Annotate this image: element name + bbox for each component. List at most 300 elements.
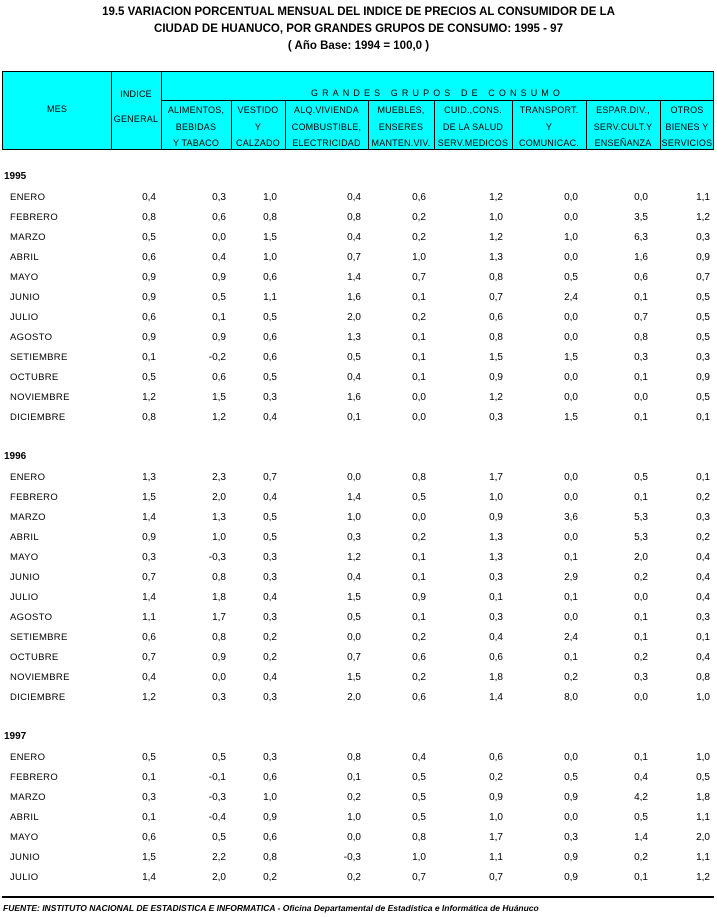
table-cell: 0,1 [634, 412, 648, 423]
table-cell: 2,2 [212, 852, 226, 863]
table-cell: 0,7 [142, 572, 156, 583]
table-cell: 0,3 [696, 512, 710, 523]
year-label: 1996 [4, 451, 27, 462]
header-group-8 [660, 102, 714, 152]
table-cell: 0,5 [412, 812, 426, 823]
table-row [0, 612, 717, 632]
table-cell: 0,1 [634, 372, 648, 383]
table-row [0, 492, 717, 512]
table-cell: 1,0 [263, 192, 277, 203]
table-cell: 0,6 [489, 752, 503, 763]
year-label: 1995 [4, 171, 27, 182]
month-label: MARZO [10, 232, 46, 243]
table-cell: 1,0 [696, 752, 710, 763]
table-cell: 0,0 [564, 472, 578, 483]
month-label: AGOSTO [10, 332, 53, 343]
month-label: AGOSTO [10, 612, 53, 623]
table-cell: 1,5 [263, 232, 277, 243]
source-note: FUENTE: INSTITUTO NACIONAL DE ESTADISTICA E INFORMATICA - Oficina Departamental de Estadística e Informática de Huánuco [3, 903, 539, 913]
table-cell: 0,4 [696, 552, 710, 563]
table-cell: 1,6 [347, 392, 361, 403]
table-cell: 0,3 [263, 612, 277, 623]
table-cell: 0,8 [142, 412, 156, 423]
table-cell: 0,1 [564, 552, 578, 563]
table-cell: 0,2 [634, 852, 648, 863]
month-label: ABRIL [10, 532, 39, 543]
table-cell: 1,0 [212, 532, 226, 543]
table-cell: 0,9 [142, 272, 156, 283]
table-cell: 0,5 [696, 772, 710, 783]
table-cell: 0,6 [212, 212, 226, 223]
table-cell: 0,1 [634, 632, 648, 643]
table-cell: 0,0 [412, 412, 426, 423]
table-cell: 0,5 [412, 792, 426, 803]
table-cell: 0,2 [696, 492, 710, 503]
header-group-line: COMBUSTIBLE, [291, 121, 362, 132]
table-cell: 0,2 [347, 792, 361, 803]
table-cell: 1,3 [489, 252, 503, 263]
table-cell: 0,4 [489, 632, 503, 643]
month-label: MARZO [10, 792, 46, 803]
table-cell: 0,5 [263, 532, 277, 543]
table-row [0, 192, 717, 212]
table-cell: 0,5 [696, 332, 710, 343]
table-cell: 2,9 [564, 572, 578, 583]
table-cell: -0,3 [343, 852, 361, 863]
table-cell: 0,5 [634, 812, 648, 823]
table-row [0, 652, 717, 672]
month-label: SETIEMBRE [10, 632, 68, 643]
table-cell: 0,1 [412, 292, 426, 303]
table-cell: 5,3 [634, 512, 648, 523]
month-label: OCTUBRE [10, 372, 59, 383]
header-group-line: MANTEN.VIV. [371, 138, 431, 148]
table-row [0, 812, 717, 832]
table-cell: 0,3 [263, 692, 277, 703]
table-row [0, 792, 717, 812]
table-cell: 0,9 [696, 252, 710, 263]
table-cell: 0,1 [412, 552, 426, 563]
header-group-line: ESPAR.DIV., [596, 105, 650, 115]
table-cell: 0,1 [634, 872, 648, 883]
table-cell: -0,3 [208, 552, 226, 563]
table-cell: 1,0 [412, 252, 426, 263]
month-label: ENERO [10, 192, 46, 203]
table-cell: 0,9 [489, 512, 503, 523]
table-cell: 1,1 [142, 612, 156, 623]
table-cell: 0,4 [412, 752, 426, 763]
table-cell: 0,3 [212, 192, 226, 203]
table-cell: 0,1 [142, 812, 156, 823]
table-cell: 0,0 [564, 252, 578, 263]
table-cell: 8,0 [564, 692, 578, 703]
table-cell: 1,2 [489, 232, 503, 243]
header-group-line: ENSEÑANZA [594, 138, 652, 148]
table-cell: 1,5 [564, 352, 578, 363]
table-cell: 0,9 [142, 292, 156, 303]
table-cell: 0,5 [412, 772, 426, 783]
header-group-line: DE LA SALUD [442, 121, 504, 132]
header-group-line: OTROS [670, 105, 704, 115]
table-cell: 1,3 [212, 512, 226, 523]
table-cell: 0,8 [212, 632, 226, 643]
table-cell: 0,2 [634, 572, 648, 583]
table-cell: 0,1 [696, 472, 710, 483]
table-cell: 0,9 [142, 532, 156, 543]
table-cell: 0,2 [263, 632, 277, 643]
header-group-line: BEBIDAS [175, 121, 217, 132]
header-group-1 [161, 102, 231, 152]
table-cell: 1,8 [489, 672, 503, 683]
table-cell: 0,0 [347, 632, 361, 643]
month-label: JUNIO [10, 852, 40, 863]
month-label: JULIO [10, 872, 39, 883]
table-cell: 0,3 [564, 832, 578, 843]
table-cell: 0,6 [412, 192, 426, 203]
table-cell: 0,2 [412, 672, 426, 683]
table-cell: 1,2 [696, 212, 710, 223]
table-cell: 0,3 [263, 552, 277, 563]
table-row [0, 872, 717, 892]
table-cell: -0,4 [208, 812, 226, 823]
table-cell: 1,4 [634, 832, 648, 843]
month-label: NOVIEMBRE [10, 392, 70, 403]
table-cell: -0,3 [208, 792, 226, 803]
header-group-line: CUID.,CONS. [444, 105, 502, 115]
table-cell: 0,3 [634, 352, 648, 363]
table-cell: 0,6 [489, 652, 503, 663]
month-label: OCTUBRE [10, 652, 59, 663]
table-cell: 0,8 [212, 572, 226, 583]
table-cell: 0,6 [263, 332, 277, 343]
month-label: SETIEMBRE [10, 352, 68, 363]
table-cell: 0,1 [634, 752, 648, 763]
table-cell: 0,6 [263, 832, 277, 843]
table-cell: 1,4 [489, 692, 503, 703]
table-cell: 1,0 [412, 852, 426, 863]
header-group-line: TRANSPORT. [519, 105, 579, 115]
table-cell: 0,2 [696, 532, 710, 543]
month-label: JULIO [10, 592, 39, 603]
table-cell: 0,1 [347, 772, 361, 783]
table-row [0, 552, 717, 572]
header-mes: MES [46, 104, 68, 114]
table-cell: 0,1 [412, 372, 426, 383]
table-cell: 5,3 [634, 532, 648, 543]
table-cell: 0,4 [634, 772, 648, 783]
table-cell: 0,1 [412, 612, 426, 623]
table-cell: 0,0 [564, 192, 578, 203]
table-cell: 0,1 [212, 312, 226, 323]
table-cell: 1,5 [564, 412, 578, 423]
table-cell: 1,2 [142, 392, 156, 403]
table-cell: 0,0 [634, 692, 648, 703]
table-cell: 0,5 [696, 292, 710, 303]
table-cell: 0,4 [263, 672, 277, 683]
table-cell: 0,8 [489, 332, 503, 343]
table-cell: 0,0 [564, 532, 578, 543]
table-cell: 0,8 [347, 212, 361, 223]
table-cell: 1,2 [696, 872, 710, 883]
table-cell: 0,3 [263, 752, 277, 763]
table-cell: -0,1 [208, 772, 226, 783]
table-cell: 0,7 [696, 272, 710, 283]
table-cell: 2,0 [634, 552, 648, 563]
table-cell: 0,0 [634, 192, 648, 203]
table-cell: 0,2 [489, 772, 503, 783]
table-cell: 0,9 [564, 872, 578, 883]
table-cell: 0,3 [489, 612, 503, 623]
table-cell: 0,6 [142, 312, 156, 323]
table-row [0, 672, 717, 692]
table-cell: 1,4 [142, 592, 156, 603]
table-cell: 0,3 [696, 612, 710, 623]
table-cell: 0,3 [347, 532, 361, 543]
table-cell: 0,1 [696, 412, 710, 423]
table-row [0, 752, 717, 772]
table-cell: 0,3 [696, 232, 710, 243]
table-cell: 0,0 [347, 472, 361, 483]
table-cell: 1,8 [212, 592, 226, 603]
month-label: ENERO [10, 472, 46, 483]
header-divider [161, 100, 714, 101]
header-grandes-grupos: GRANDES GRUPOS DE CONSUMO [310, 88, 565, 98]
table-cell: 0,7 [634, 312, 648, 323]
table-row [0, 332, 717, 352]
table-cell: 0,1 [696, 632, 710, 643]
table-cell: 1,7 [489, 472, 503, 483]
table-cell: 0,6 [634, 272, 648, 283]
table-cell: 0,1 [634, 292, 648, 303]
table-cell: 0,5 [564, 772, 578, 783]
table-cell: 0,4 [347, 232, 361, 243]
table-cell: 0,9 [696, 372, 710, 383]
header-group-4 [368, 102, 434, 152]
table-cell: 0,0 [564, 312, 578, 323]
table-cell: 0,6 [142, 632, 156, 643]
table-cell: 0,8 [412, 472, 426, 483]
table-row [0, 312, 717, 332]
table-cell: 0,5 [263, 312, 277, 323]
table-cell: 1,2 [142, 692, 156, 703]
table-cell: 0,2 [412, 212, 426, 223]
table-cell: 0,5 [564, 272, 578, 283]
header-group-line: ALQ.VIVIENDA [294, 105, 359, 115]
table-cell: 0,4 [696, 592, 710, 603]
table-cell: 0,6 [412, 652, 426, 663]
header-group-line: Y TABACO [172, 138, 220, 148]
table-cell: 0,1 [412, 572, 426, 583]
table-cell: 1,0 [263, 252, 277, 263]
table-cell: 0,5 [347, 352, 361, 363]
table-cell: -0,2 [208, 352, 226, 363]
header-group-line: BIENES Y [665, 121, 709, 132]
month-label: ABRIL [10, 812, 39, 823]
table-cell: 1,2 [489, 392, 503, 403]
table-cell: 0,5 [212, 292, 226, 303]
table-cell: 0,2 [263, 652, 277, 663]
table-cell: 0,4 [347, 192, 361, 203]
table-cell: 0,4 [212, 252, 226, 263]
table-cell: 0,1 [634, 612, 648, 623]
header-indice: INDICE GENERAL [113, 89, 159, 124]
header-group-7 [586, 102, 660, 152]
table-cell: 0,5 [412, 492, 426, 503]
header-group-3 [285, 102, 368, 152]
table-cell: 0,3 [142, 792, 156, 803]
table-cell: 0,6 [212, 372, 226, 383]
header-group-line: ENSERES [378, 121, 424, 132]
header-group-line: Y [254, 121, 262, 132]
table-cell: 0,4 [263, 492, 277, 503]
table-cell: 0,2 [412, 232, 426, 243]
table-cell: 2,0 [696, 832, 710, 843]
table-cell: 1,3 [489, 552, 503, 563]
month-label: DICIEMBRE [10, 412, 66, 423]
table-cell: 0,5 [142, 752, 156, 763]
table-cell: 0,6 [142, 832, 156, 843]
table-cell: 0,0 [347, 832, 361, 843]
table-cell: 0,7 [263, 472, 277, 483]
table-cell: 1,5 [142, 492, 156, 503]
table-cell: 0,3 [212, 692, 226, 703]
table-title [0, 4, 717, 55]
table-row [0, 852, 717, 872]
table-cell: 0,4 [696, 572, 710, 583]
table-cell: 2,3 [212, 472, 226, 483]
table-cell: 0,0 [564, 492, 578, 503]
table-cell: 0,0 [564, 812, 578, 823]
table-cell: 0,5 [142, 232, 156, 243]
table-cell: 0,4 [263, 592, 277, 603]
table-cell: 0,7 [142, 652, 156, 663]
table-cell: 0,1 [564, 592, 578, 603]
month-label: FEBRERO [10, 212, 59, 223]
table-row [0, 572, 717, 592]
table-row [0, 272, 717, 292]
table-cell: 1,3 [142, 472, 156, 483]
table-cell: 0,3 [263, 572, 277, 583]
table-cell: 0,8 [263, 212, 277, 223]
header-group-line: VESTIDO [237, 105, 279, 115]
table-cell: 1,4 [347, 272, 361, 283]
table-cell: 0,9 [489, 792, 503, 803]
month-label: JULIO [10, 312, 39, 323]
table-cell: 0,7 [489, 872, 503, 883]
title-line-2: CIUDAD DE HUANUCO, POR GRANDES GRUPOS DE CONSUMO: 1995 - 97 [154, 23, 563, 35]
table-cell: 0,0 [412, 512, 426, 523]
header-group-line: ELECTRICIDAD [292, 138, 361, 148]
table-cell: 0,3 [489, 412, 503, 423]
table-cell: 1,0 [489, 812, 503, 823]
table-cell: 0,5 [347, 612, 361, 623]
table-row [0, 232, 717, 252]
header-group-line: MUEBLES, [377, 105, 425, 115]
table-row [0, 352, 717, 372]
month-label: NOVIEMBRE [10, 672, 70, 683]
table-cell: 0,0 [634, 392, 648, 403]
title-line-3: ( Año Base: 1994 = 100,0 ) [287, 40, 430, 52]
table-cell: 0,5 [263, 372, 277, 383]
table-cell: 0,4 [263, 412, 277, 423]
table-cell: 2,0 [347, 692, 361, 703]
table-row [0, 512, 717, 532]
table-cell: 0,1 [412, 332, 426, 343]
table-cell: 0,5 [634, 472, 648, 483]
table-cell: 0,2 [263, 872, 277, 883]
header-group-line: SERVICIOS [661, 138, 713, 148]
table-cell: 0,9 [564, 852, 578, 863]
table-cell: 1,1 [489, 852, 503, 863]
table-cell: 0,3 [263, 392, 277, 403]
table-cell: 1,5 [347, 672, 361, 683]
table-cell: 0,5 [696, 312, 710, 323]
table-cell: 1,1 [263, 292, 277, 303]
table-cell: 3,6 [564, 512, 578, 523]
table-cell: 0,5 [212, 752, 226, 763]
table-cell: 0,4 [347, 572, 361, 583]
month-label: MAYO [10, 552, 39, 563]
table-header [2, 71, 714, 150]
table-cell: 1,5 [347, 592, 361, 603]
table-cell: 1,7 [489, 832, 503, 843]
table-cell: 3,5 [634, 212, 648, 223]
table-cell: 2,4 [564, 632, 578, 643]
table-cell: 0,5 [263, 512, 277, 523]
table-cell: 1,4 [347, 492, 361, 503]
table-cell: 0,0 [564, 392, 578, 403]
header-group-line: Y [545, 121, 553, 132]
header-group-line: CALZADO [236, 138, 280, 148]
month-label: MARZO [10, 512, 46, 523]
month-label: JUNIO [10, 292, 40, 303]
table-cell: 1,5 [212, 392, 226, 403]
table-row [0, 472, 717, 492]
table-row [0, 832, 717, 852]
table-cell: 0,2 [347, 872, 361, 883]
table-row [0, 212, 717, 232]
table-cell: 0,3 [634, 672, 648, 683]
table-cell: 0,0 [212, 672, 226, 683]
table-cell: 1,0 [564, 232, 578, 243]
table-cell: 0,0 [564, 212, 578, 223]
table-row [0, 772, 717, 792]
table-cell: 1,5 [489, 352, 503, 363]
table-cell: 2,0 [347, 312, 361, 323]
table-cell: 0,6 [489, 312, 503, 323]
table-cell: 0,3 [142, 552, 156, 563]
table-cell: 1,0 [263, 792, 277, 803]
table-cell: 0,7 [347, 252, 361, 263]
table-cell: 0,2 [412, 532, 426, 543]
table-row [0, 252, 717, 272]
header-group-line: SERV.MEDICOS [437, 138, 509, 148]
table-cell: 0,0 [412, 392, 426, 403]
table-row [0, 632, 717, 652]
header-group-2 [231, 102, 285, 152]
table-cell: 1,8 [696, 792, 710, 803]
table-cell: 0,3 [696, 352, 710, 363]
table-row [0, 372, 717, 392]
table-cell: 0,8 [263, 852, 277, 863]
table-cell: 0,6 [263, 352, 277, 363]
table-cell: 0,4 [142, 192, 156, 203]
title-line-1: 19.5 VARIACION PORCENTUAL MENSUAL DEL INDICE DE PRECIOS AL CONSUMIDOR DE LA [102, 6, 615, 18]
table-cell: 0,0 [564, 372, 578, 383]
table-cell: 0,8 [696, 672, 710, 683]
table-cell: 0,6 [263, 772, 277, 783]
table-cell: 0,5 [212, 832, 226, 843]
